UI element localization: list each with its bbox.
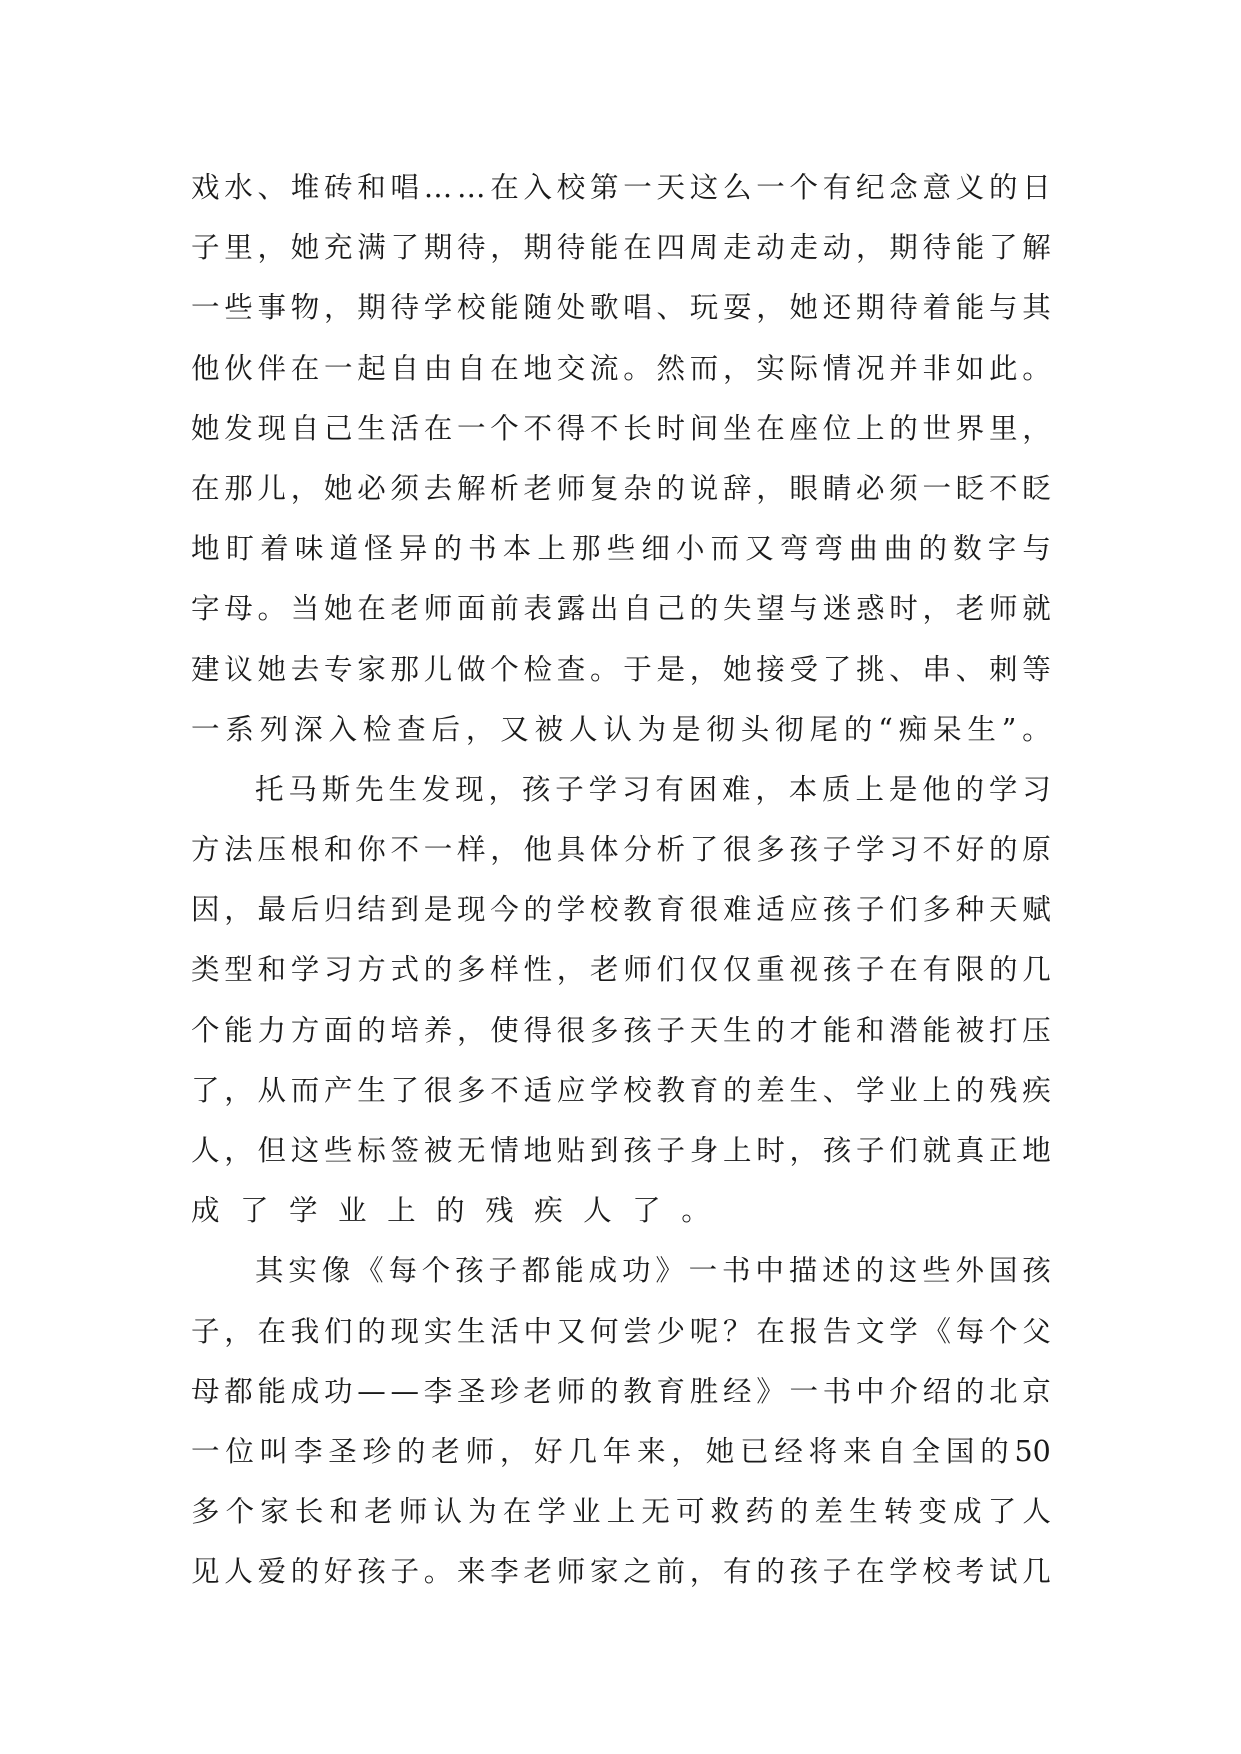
text-line: 见 人 爱 的 好 孩 子 。 来 李 老 师 家 之 前 ， 有 的 孩 子 在 学 校 考 试 几 xyxy=(191,1555,1051,1589)
text-line: 他 伙 伴 在 一 起 自 由 自 在 地 交 流 。 然 而 ， 实 际 情 况 并 非 如 此 。 xyxy=(191,351,1051,385)
text-line: 建 议 她 去 专 家 那 儿 做 个 检 查 。 于 是 ， 她 接 受 了 挑 、 串 、 刺 等 xyxy=(191,652,1051,686)
text-line: 了 ， 从 而 产 生 了 很 多 不 适 应 学 校 教 育 的 差 生 、 学 业 上 的 残 疾 xyxy=(191,1073,1051,1107)
document-body xyxy=(191,158,1051,1603)
text-line: 戏 水 、 堆 砖 和 唱 … … 在 入 校 第 一 天 这 么 一 个 有 纪 念 意 义 的 日 xyxy=(191,171,1051,204)
text-line: 成了学业上的残疾人了。 xyxy=(191,1194,731,1228)
text-line: 托 马 斯 先 生 发 现 ， 孩 子 学 习 有 困 难 ， 本 质 上 是 他 的 学 习 xyxy=(255,772,1051,806)
text-line: 在 那 儿 ， 她 必 须 去 解 析 老 师 复 杂 的 说 辞 ， 眼 睛 必 须 一 眨 不 眨 xyxy=(191,471,1051,505)
text-line: 多 个 家 长 和 老 师 认 为 在 学 业 上 无 可 救 药 的 差 生 转 变 成 了 人 xyxy=(191,1495,1051,1529)
text-line: 子 ， 在 我 们 的 现 实 生 活 中 又 何 尝 少 呢 ？ 在 报 告 文 学 《 每 个 父 xyxy=(191,1314,1051,1348)
text-line: 子 里 ， 她 充 满 了 期 待 ， 期 待 能 在 四 周 走 动 走 动 ， 期 待 能 了 解 xyxy=(191,231,1051,265)
text-line: 字 母 。 当 她 在 老 师 面 前 表 露 出 自 己 的 失 望 与 迷 惑 时 ， 老 师 就 xyxy=(191,592,1051,626)
text-line: 人 ， 但 这 些 标 签 被 无 情 地 贴 到 孩 子 身 上 时 ， 孩 子 们 就 真 正 地 xyxy=(191,1134,1051,1167)
text-line: 个 能 力 方 面 的 培 养 ， 使 得 很 多 孩 子 天 生 的 才 能 和 潜 能 被 打 压 xyxy=(191,1013,1051,1047)
text-line: 因 ， 最 后 归 结 到 是 现 今 的 学 校 教 育 很 难 适 应 孩 子 们 多 种 天 赋 xyxy=(191,893,1051,927)
text-line: 方 法 压 根 和 你 不 一 样 ， 他 具 体 分 析 了 很 多 孩 子 学 习 不 好 的 原 xyxy=(191,833,1051,867)
text-line: 其 实 像 《 每 个 孩 子 都 能 成 功 》 一 书 中 描 述 的 这 些 外 国 孩 xyxy=(255,1254,1051,1288)
text-line: 一 些 事 物 ， 期 待 学 校 能 随 处 歌 唱 、 玩 耍 ， 她 还 期 待 着 能 与 其 xyxy=(191,291,1051,325)
text-line: 一 位 叫 李 圣 珍 的 老 师 ， 好 几 年 来 ， 她 已 经 将 来 自 全 国 的 50 xyxy=(191,1434,1051,1468)
text-line: 类 型 和 学 习 方 式 的 多 样 性 ， 老 师 们 仅 仅 重 视 孩 子 在 有 限 的 几 xyxy=(191,953,1051,987)
text-line: 母 都 能 成 功 — — 李 圣 珍 老 师 的 教 育 胜 经 》 一 书 中 介 绍 的 北 京 xyxy=(191,1374,1051,1408)
text-line: 她 发 现 自 己 生 活 在 一 个 不 得 不 长 时 间 坐 在 座 位 上 的 世 界 里 ， xyxy=(191,411,1051,445)
text-line: 一 系 列 深 入 检 查 后 ， 又 被 人 认 为 是 彻 头 彻 尾 的 “ 痴 呆 生 ” 。 xyxy=(191,712,1051,746)
text-line: 地 盯 着 味 道 怪 异 的 书 本 上 那 些 细 小 而 又 弯 弯 曲 曲 的 数 字 与 xyxy=(191,532,1051,566)
